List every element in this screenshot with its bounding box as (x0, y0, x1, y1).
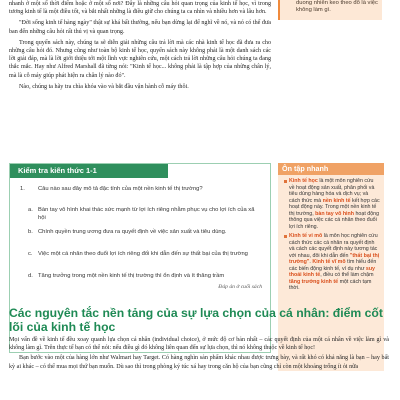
bullet-icon (284, 235, 287, 238)
quiz-option-c (28, 251, 260, 259)
text: hoạt động thông qua việc các cá nhân theo đuổi lợi ích riêng. (289, 210, 380, 230)
term: Kinh tế vĩ mô (312, 259, 346, 265)
answer-note: Đáp án ở cuối sách (218, 284, 262, 290)
paragraph: Bạn bước vào một của hàng lớn như Walmart hay Target. Có hàng nghìn sản phẩm khác nhau được trưng bày, và rất khó có khả năng là bạn – hay bất kỳ ai khác – có thể mua mọi thứ bạn muốn. Dù sao thì trong phòng ký túc xá hay trong căn hộ của bạn cũng chỉ còn một khoảng trống ít ỏi nữa (9, 355, 389, 370)
option-letter: b. (28, 229, 33, 235)
text: một cách tạm thời. (289, 278, 372, 291)
term: Kinh tế học (289, 178, 318, 184)
text: là một môn nghiên cứu về hoạt động sản xuất, phân phối và tiêu dùng hàng hóa và dịch vụ; và cách thức mà (289, 178, 375, 204)
text: là môn học nghiên cứu cách thức các cá nhân ra quyết định và cách các quyết định này tương tác với nhau, đôi khi dẫn đến (289, 233, 378, 259)
term: nền kinh tế (322, 197, 351, 204)
body-text (9, 336, 389, 373)
question-text: Câu nào sau đây mô tả đặc tính của một nền kinh tế thị trường? (38, 186, 203, 192)
paragraph: Trong quyển sách này, chúng ta sẽ diễn giải những câu trả lời mà các nhà kinh tế học đã đưa ra cho những câu hỏi đó. Nhưng cũng như toàn bộ kinh tế học, quyển sách này không phải là một danh sách các lời giải đáp, mà là lời giới thiệu tới một lĩnh vực nghiên cứu, một cách trả lời những câu hỏi chúng ta đang thắc mắc. Hay như Alfred Marshall đã từng nói: "Kinh tế học... không phải là tập hợp của những chân lý, mà là cỗ máy giúp phát hiện ra chân lý nào đó". (9, 39, 271, 79)
paragraph: nhanh ở một số thời điểm hoặc ở một số nơi? Đây là những câu hỏi quan trọng của kinh tế học, vì trong tương kinh tế là một điều tốt, và bắt nhất những là điều giữ cho chúng ta ca nhìn và nhiều hơn và lâu hơn. (9, 1, 271, 16)
option-text: Chính quyền trung ương đưa ra quyết định về việc sản xuất và tiêu dùng. (38, 229, 227, 235)
text: , điều có thể làm chậm (320, 272, 374, 278)
option-letter: c. (28, 251, 33, 257)
section-heading: Các nguyên tắc nền tảng của sự lựa chọn của cá nhân: điểm cốt lõi của kinh tế học (9, 306, 383, 334)
quiz-option-b (28, 229, 260, 237)
paragraph: Mọi vấn đề về kinh tế đều xoay quanh lựa chọn cá nhân (individual choice), ở mức độ cơ bản nhất – các quyết định của một cá nhân về việc làm gì và không làm gì. Trên thực tế bạn có thể nói: nếu điều gì đó không liên quan đến sự lựa chọn, thì nó không thuộc về kinh tế học! (9, 337, 389, 352)
question-number: 1. (20, 186, 25, 192)
intro-text (9, 0, 271, 94)
option-text: Việc một cá nhân theo đuổi lợi ích riêng đối khi dẫn đến sự thất bại của thị trường (38, 251, 248, 257)
option-letter: d. (28, 273, 33, 279)
term: suy thoái kinh tế (289, 265, 376, 278)
term: bàn tay vô hình (315, 210, 355, 217)
paragraph: Nào, chúng ta hãy tra chìa khóa vào và bắt đầu vận hành cỗ máy thôi. (19, 83, 189, 90)
option-text: Bàn tay vô hình khai thác sức mạnh từ lợi ích riêng nhằm phục vụ cho lợi ích của xã hội (38, 207, 255, 221)
text: tìm hiểu đến các biến động kinh tế, ví dụ như (289, 259, 377, 272)
quiz-option-a (28, 207, 260, 222)
quick-review-title: Ôn tập nhanh (278, 163, 384, 175)
bullet-icon (284, 180, 287, 183)
text: . (309, 259, 313, 265)
margin-note (278, 0, 382, 20)
margin-note-text: duong nhiên keo theo đổ là việc không làm gì. (296, 0, 378, 13)
paragraph: "Đời sống kinh tế hàng ngày" thật sự khá bất thường, nếu bạn dừng lại để nghĩ về nó, và nó có thể đưa ban đến những câu hỏi rất thú vị và quan trọng. (9, 20, 271, 35)
option-letter: a. (28, 207, 33, 213)
text: kết hợp các hoạt động này. Trong một nền kinh tế thị trường, (289, 197, 380, 217)
review-item (284, 178, 380, 230)
quiz-question (20, 186, 260, 194)
review-item (284, 233, 380, 292)
quick-review-body (278, 175, 384, 292)
option-text: Tăng trưởng trong một nền kinh tế thị trường thì ổn định và ít thăng trầm (38, 273, 225, 279)
term: Kinh tế vi mô (289, 233, 323, 239)
knowledge-check-title: Kiểm tra kiến thức 1-1 (10, 164, 168, 178)
term: tăng trưởng kinh tế (289, 278, 339, 285)
quiz-option-d (28, 273, 260, 281)
term: "thất bại thị trường" (289, 252, 380, 265)
